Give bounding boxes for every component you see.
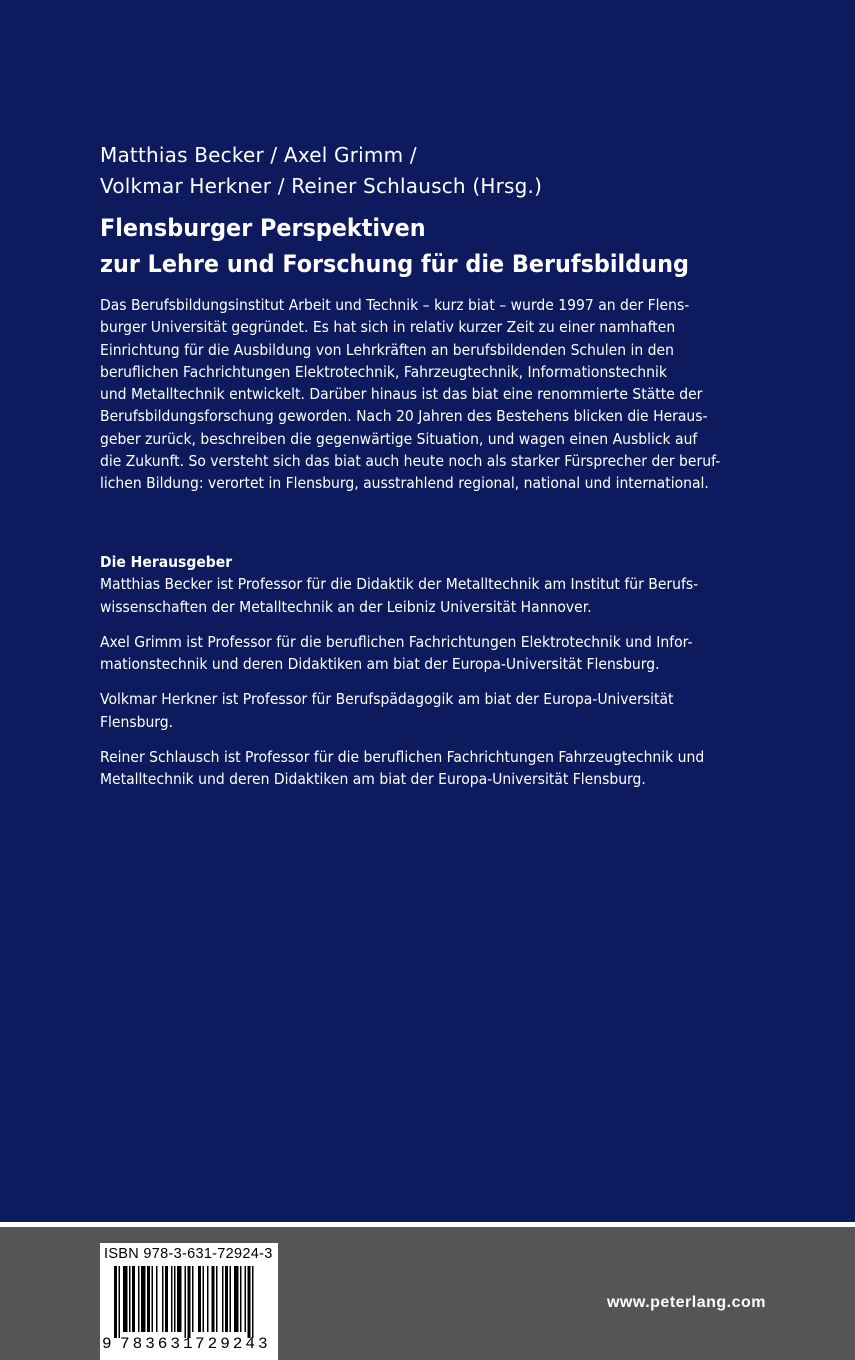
title-line-2: zur Lehre und Forschung für die Berufsbildung	[100, 250, 689, 278]
website-link[interactable]: www.peterlang.com	[606, 1294, 766, 1311]
title-line-1: Flensburger Perspektiven	[100, 214, 426, 242]
authors	[100, 140, 542, 202]
editor-bio-line: mationstechnik und deren Didaktiken am biat der Europa-Universität Flensburg.	[100, 655, 660, 674]
blurb-line: Das Berufsbildungsinstitut Arbeit und Technik – kurz biat – wurde 1997 an der Flens-	[100, 296, 690, 314]
editors-section	[100, 551, 751, 804]
editor-bio-line: Axel Grimm ist Professor für die beruflichen Fachrichtungen Elektrotechnik und Infor-	[100, 632, 693, 651]
editor-bio-line: Volkmar Herkner ist Professor für Berufspädagogik am biat der Europa-Universität	[100, 690, 674, 709]
editor-bio-line: Flensburg.	[100, 712, 174, 731]
blurb-line: und Metalltechnik entwickelt. Darüber hinaus ist das biat eine renommierte Stätte der	[100, 385, 703, 404]
footer-band	[0, 1227, 855, 1360]
editor-bio-line: Reiner Schlausch ist Professor für die beruflichen Fachrichtungen Fahrzeugtechnik und	[100, 748, 705, 767]
blurb-line: Einrichtung für die Ausbildung von Lehrkräften an berufsbildenden Schulen in den	[100, 340, 674, 359]
editor-bio-herkner	[100, 688, 751, 733]
isbn-label: ISBN 978-3-631-72924-3	[104, 1246, 273, 1262]
blurb-line: lichen Bildung: verortet in Flensburg, ausstrahlend regional, national und international.	[100, 474, 709, 493]
blurb-line: burger Universität gegründet. Es hat sich in relativ kurzer Zeit zu einer namhaften	[100, 318, 676, 337]
editor-bio-becker	[100, 573, 751, 618]
editor-bio-grimm	[100, 631, 751, 676]
authors-line-2: Volkmar Herkner / Reiner Schlausch (Hrsg.)	[100, 174, 543, 198]
blurb	[100, 294, 751, 495]
editor-bio-line: wissenschaften der Metalltechnik an der Leibniz Universität Hannover.	[100, 597, 592, 616]
ean-digit-group-1: 783631	[120, 1335, 196, 1353]
editor-bio-line: Matthias Becker ist Professor für die Didaktik der Metalltechnik am Institut für Berufs-	[100, 575, 699, 594]
barcode	[100, 1243, 278, 1360]
editor-bio-line: Metalltechnik und deren Didaktiken am biat der Europa-Universität Flensburg.	[100, 770, 646, 789]
ean-digit-group-2: 729243	[195, 1335, 271, 1353]
blurb-line: geber zurück, beschreiben die gegenwärtige Situation, und wagen einen Ausblick auf	[100, 429, 698, 448]
blurb-line: die Zukunft. So versteht sich das biat auch heute noch als starker Fürsprecher der beruf-	[100, 452, 721, 471]
authors-line-1: Matthias Becker / Axel Grimm /	[100, 143, 417, 167]
book-title	[100, 210, 689, 282]
barcode-bars-icon	[110, 1266, 270, 1338]
editor-bio-schlausch	[100, 746, 751, 791]
ean-digit-lead: 9	[102, 1335, 112, 1353]
blurb-line: Berufsbildungsforschung geworden. Nach 20 Jahren des Bestehens blicken die Heraus-	[100, 407, 708, 426]
blurb-line: beruflichen Fachrichtungen Elektrotechnik, Fahrzeugtechnik, Informationstechnik	[100, 362, 667, 381]
editors-heading: Die Herausgeber	[100, 553, 233, 571]
